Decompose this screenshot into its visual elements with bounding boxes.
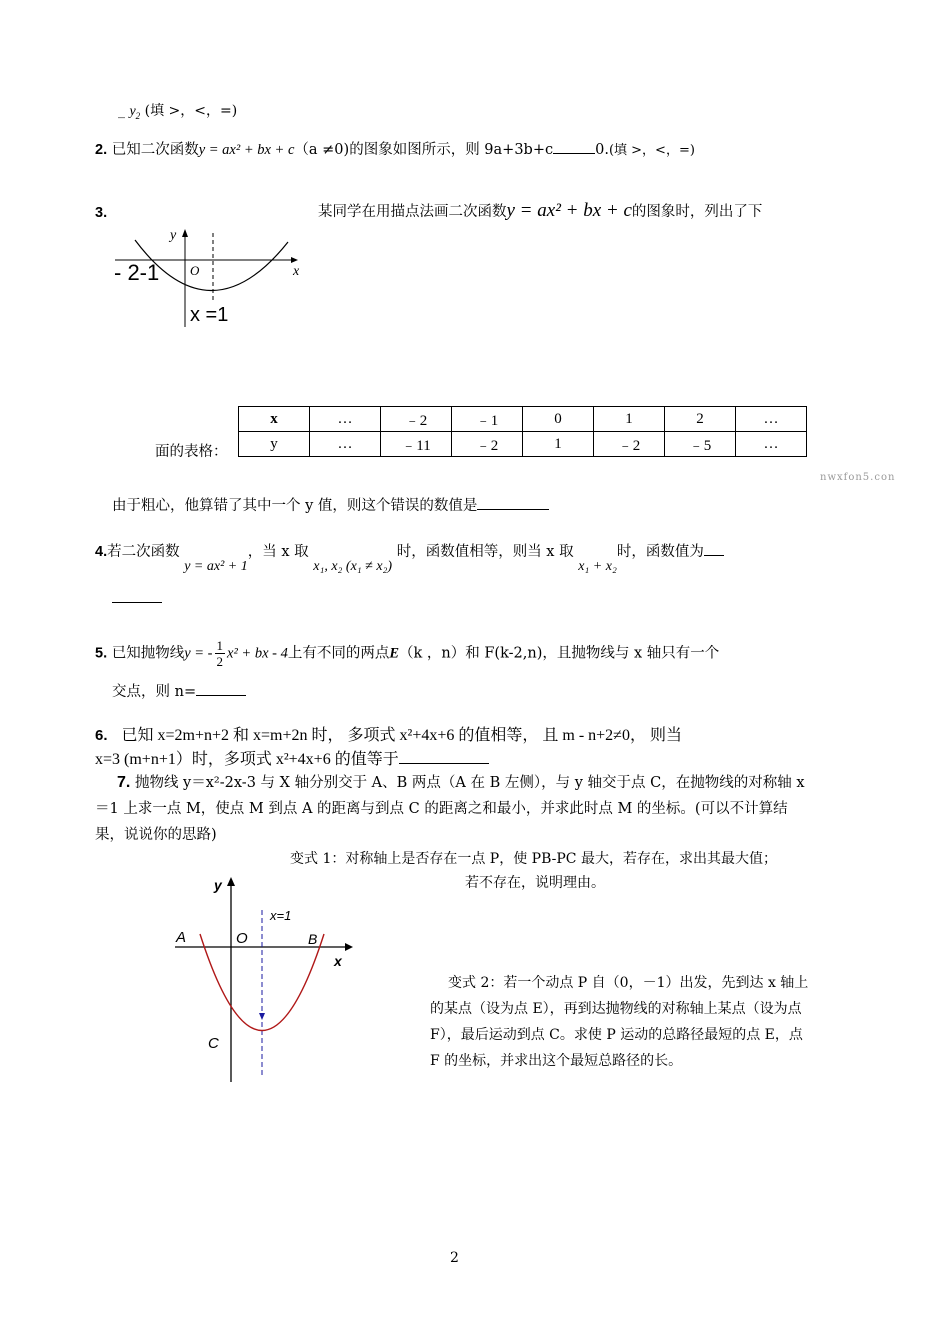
- q1-tail: [118, 100, 237, 121]
- q5-point-coords: （k ，n）和 F(k-2,n)，且抛物线与 x 轴只有一个: [399, 645, 720, 662]
- q5-frac-den: 2: [216, 654, 224, 669]
- q7-variant2: 变式 2：若一个动点 P 自（0，－1）出发，先到达 x 轴上的某点（设为点 E），再到达抛物线的对称轴上某点（设为点 F），最后运动到点 C。求使 P 运动的总路径最短的点 E，点 F 的坐标，并求出这个最短总路径的长。: [430, 975, 809, 1069]
- question-5: [95, 638, 719, 669]
- q4-sum: x₁ + x₂: [578, 559, 617, 574]
- q7-label-c: C: [208, 1035, 219, 1052]
- question-6: [95, 722, 682, 745]
- table-row: [239, 407, 807, 432]
- q7-number: 7.: [117, 774, 131, 791]
- table-cell: ﹣2: [381, 407, 452, 432]
- q3-axis-label: x =1: [190, 304, 229, 326]
- q3-y-arrow: [182, 229, 188, 237]
- q5-pre: 已知抛物线: [111, 645, 185, 662]
- q5-post: 上有不同的两点: [287, 645, 390, 662]
- q5-line2-text: 交点，则 n=: [112, 684, 197, 700]
- table-cell: y: [239, 432, 310, 457]
- question-2: [95, 138, 695, 159]
- table-cell: x: [239, 407, 310, 432]
- q3-post: 的图象时，列出了下: [631, 204, 763, 220]
- q4-number: 4.: [95, 544, 108, 560]
- q2-formula: y = ax² + bx + c: [198, 142, 295, 158]
- q4-blank-2[interactable]: [112, 588, 162, 603]
- q7-text: 抛物线 y＝x²-2x-3 与 X 轴分别交于 A、B 两点（A 在 B 左侧），与 y 轴交于点 C，在抛物线的对称轴 x＝1 上求一点 M，使点 M 到点 A 的距离与到点 C 的距离之和最小，并求此时点 M 的坐标。(可以不计算结果，说说你的思路): [95, 775, 805, 843]
- q3-answer-blank[interactable]: [477, 495, 549, 510]
- q7-symmetry-arrow: [259, 1013, 265, 1020]
- watermark: nwxfon5.con: [820, 472, 896, 483]
- q3-question-text: 由于粗心，他算错了其中一个 y 值，则这个错误的数值是: [112, 498, 478, 514]
- table-cell: ﹣5: [665, 432, 736, 457]
- q4-mid: ，当 x 取: [247, 544, 309, 560]
- table-cell: …: [310, 432, 381, 457]
- q7-y-arrow: [227, 877, 235, 886]
- q7-y-label: y: [214, 877, 222, 893]
- page-number: 2: [450, 1250, 459, 1266]
- q1-y2: $y_2$: [129, 104, 141, 121]
- q4-mid2: 时，函数值相等，则当 x 取: [396, 544, 574, 560]
- q7-x-label: x: [334, 953, 342, 969]
- q4-post: 时，函数值为: [616, 544, 704, 560]
- q5-point-e: E: [389, 645, 400, 662]
- q4-vars: x₁, x₂ (x₁ ≠ x₂): [313, 559, 393, 574]
- q5-formula-lhs: y = -: [184, 645, 213, 662]
- q5-fraction: [215, 638, 226, 669]
- q6-number: 6.: [95, 727, 108, 744]
- table-cell: ﹣2: [594, 432, 665, 457]
- q4-blank-1[interactable]: [704, 541, 724, 556]
- q2-hint: (填 >，<，=): [608, 143, 695, 158]
- q5-frac-num: 1: [216, 638, 224, 653]
- q3-y-label: y: [170, 228, 177, 243]
- q4-pre: 若二次函数: [107, 544, 180, 560]
- q3-values-table: [238, 406, 807, 457]
- table-cell: ﹣2: [452, 432, 523, 457]
- question-4: [95, 540, 724, 574]
- q5-answer-blank[interactable]: [196, 681, 246, 696]
- q2-tail: 0.: [595, 142, 609, 158]
- q2-cond: （a ≠0): [294, 142, 350, 158]
- q5-formula-rhs: x² + bx - 4: [227, 645, 288, 662]
- q3-number: 3.: [95, 205, 108, 221]
- q6-line2-text: x=3 (m+n+1）时，多项式 x²+4x+6 的值等于: [95, 751, 399, 768]
- table-cell: ﹣11: [381, 432, 452, 457]
- q3-question: [112, 494, 549, 515]
- question-7: [95, 770, 811, 848]
- table-cell: …: [736, 407, 807, 432]
- q3-formula: y = ax² + bx + c: [506, 200, 632, 221]
- q3-table-prefix: 面的表格：: [155, 444, 228, 460]
- table-cell: ﹣1: [452, 407, 523, 432]
- q3-x-arrow: [291, 257, 298, 263]
- q2-post: 的图象如图所示，则 9a+3b+c: [349, 142, 554, 158]
- q4-formula: y = ax² + 1: [184, 559, 248, 574]
- table-row: [239, 432, 807, 457]
- q2-answer-blank[interactable]: [553, 139, 595, 154]
- q6-line1: 已知 x=2m+n+2 和 x=m+2n 时， 多项式 x²+4x+6 的值相等， 且 m - n+2≠0， 则当: [121, 727, 682, 744]
- q3-line1: [318, 200, 762, 222]
- q1-hint: (填 >，<，=): [144, 103, 238, 119]
- q5-number: 5.: [95, 645, 108, 662]
- q6-answer-blank[interactable]: [399, 749, 489, 764]
- table-cell: 2: [665, 407, 736, 432]
- table-cell: 1: [594, 407, 665, 432]
- table-cell: 1: [523, 432, 594, 457]
- q3-x-label: x: [293, 264, 300, 279]
- q7-variant1-a: 变式 1：对称轴上是否存在一点 P，使 PB-PC 最大，若存在，求出其最大值；: [290, 851, 777, 867]
- table-cell: 0: [523, 407, 594, 432]
- q6-line2: [95, 746, 489, 769]
- q7-origin-label: O: [236, 930, 248, 947]
- q7-axis-label: x=1: [270, 908, 292, 923]
- q7-label-b: B: [308, 931, 318, 947]
- q3-left-ticks: - 2-1: [114, 260, 160, 285]
- q5-line2: [112, 680, 246, 701]
- q2-pre: 已知二次函数: [111, 142, 199, 158]
- q7-label-a: A: [176, 929, 187, 946]
- table-cell: …: [736, 432, 807, 457]
- q1-blank: _: [118, 103, 125, 119]
- q3-origin-label: O: [190, 263, 200, 278]
- q3-pre: 某同学在用描点法画二次函数: [318, 204, 507, 220]
- q7-x-arrow: [345, 943, 353, 951]
- q7-variant1-b: 若不存在，说明理由。: [465, 875, 605, 891]
- q2-number: 2.: [95, 142, 108, 158]
- q7-parabola-graph: [170, 872, 360, 1084]
- table-cell: …: [310, 407, 381, 432]
- q3-parabola-graph: [110, 215, 310, 330]
